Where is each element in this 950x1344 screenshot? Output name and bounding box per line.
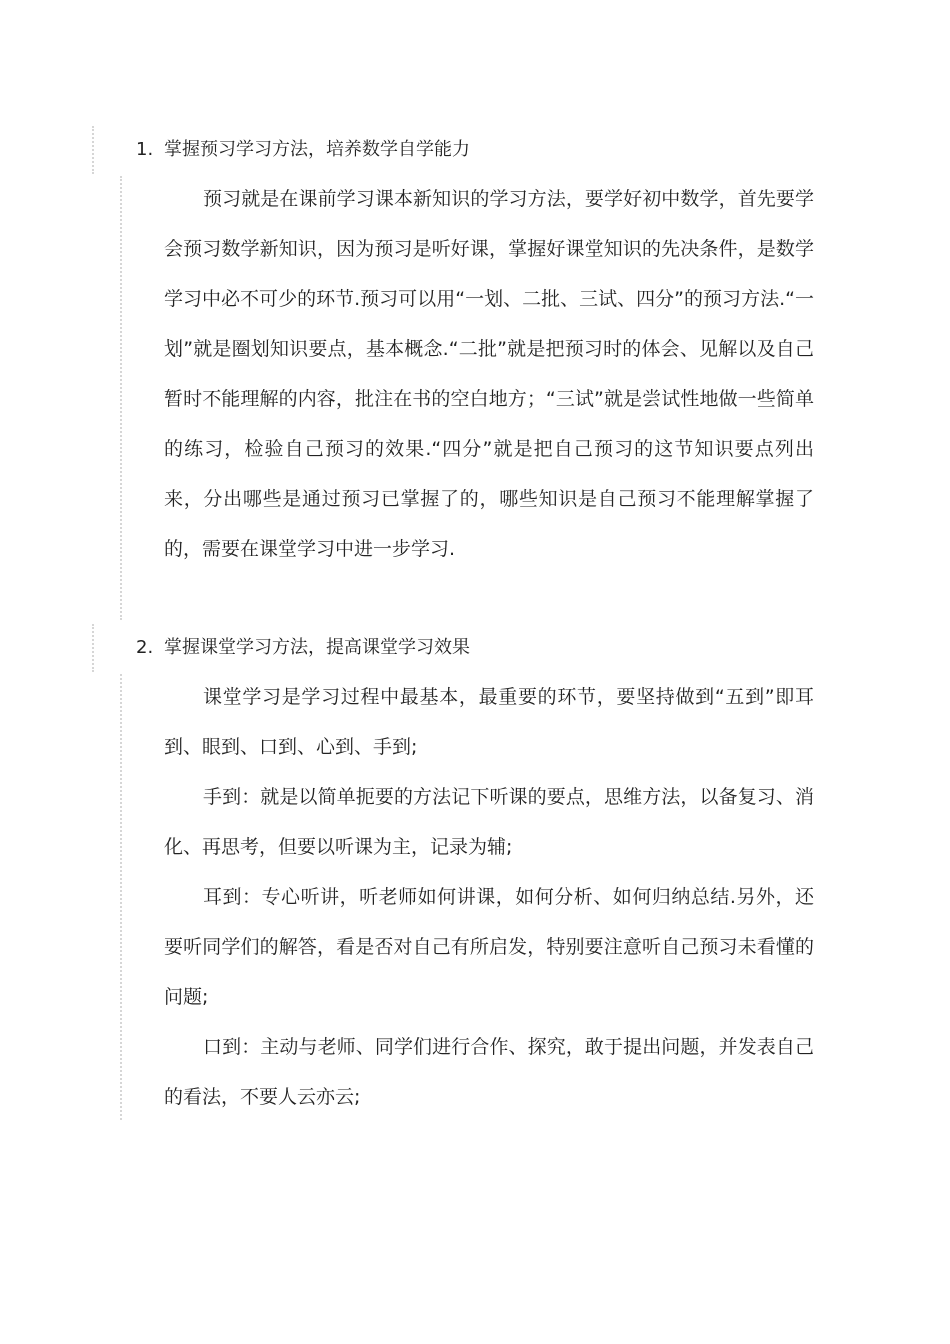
section-2-body-guide — [120, 674, 122, 1120]
section-1-body-guide — [120, 176, 122, 620]
section-2-paragraph-1: 课堂学习是学习过程中最基本，最重要的环节，要坚持做到“五到”即耳到、眼到、口到、心到、手到; — [164, 686, 814, 758]
section-1-heading — [136, 136, 470, 164]
section-2-paragraph-2: 手到：就是以简单扼要的方法记下听课的要点，思维方法，以备复习、消化、再思考，但要以听课为主，记录为辅; — [164, 786, 814, 858]
section-2-title: 掌握课堂学习方法，提高课堂学习效果 — [164, 637, 470, 658]
section-2-paragraph-4: 口到：主动与老师、同学们进行合作、探究，敢于提出问题，并发表自己的看法，不要人云亦云; — [164, 1036, 814, 1108]
section-2-heading-guide — [92, 624, 94, 672]
section-1-heading-guide — [92, 126, 94, 174]
section-1-paragraph-1: 预习就是在课前学习课本新知识的学习方法，要学好初中数学，首先要学会预习数学新知识，因为预习是听好课，掌握好课堂知识的先决条件，是数学学习中必不可少的环节.预习可以用“一划、二批、三试、四分”的预习方法.“一划”就是圈划知识要点，基本概念.“二批”就是把预习时的体会、见解以及自己暂时不能理解的内容，批注在书的空白地方；“三试”就是尝试性地做一些简单的练习，检验自己预习的效果.“四分”就是把自己预习的这节知识要点列出来，分出哪些是通过预习已掌握了的，哪些知识是自己预习不能理解掌握了的，需要在课堂学习中进一步学习. — [164, 188, 814, 560]
section-2-paragraph-3: 耳到：专心听讲，听老师如何讲课，如何分析、如何归纳总结.另外，还要听同学们的解答，看是否对自己有所启发，特别要注意听自己预习未看懂的问题; — [164, 886, 814, 1008]
section-2-heading — [136, 634, 470, 662]
section-1-number: 1. — [136, 139, 154, 160]
section-1-title: 掌握预习学习方法，培养数学自学能力 — [164, 139, 470, 160]
section-2-number: 2. — [136, 637, 154, 658]
